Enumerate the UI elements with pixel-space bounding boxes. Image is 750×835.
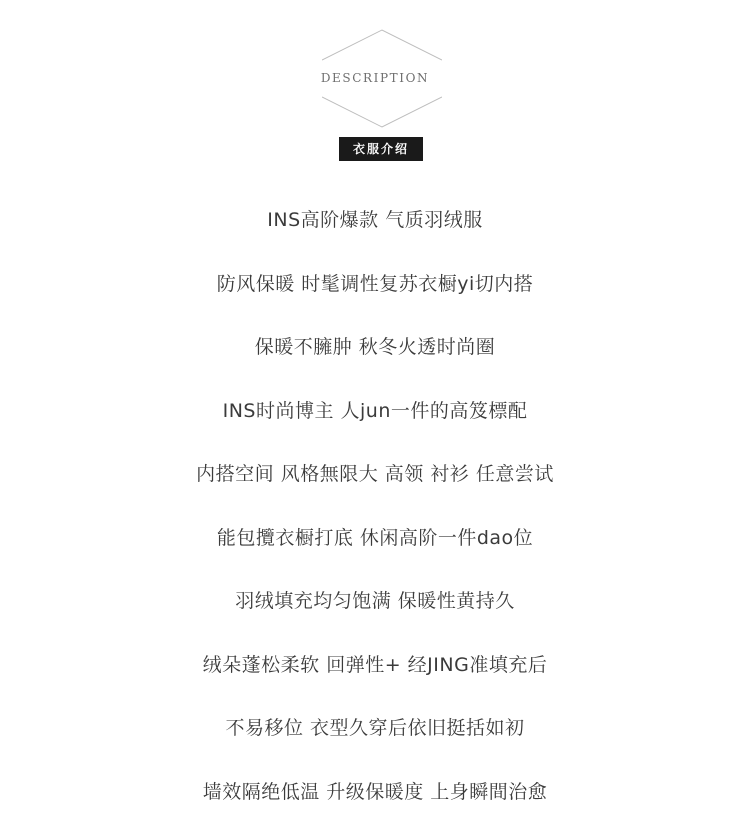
description-line: 内搭空间 风格無限大 高领 衬衫 任意尝试 — [0, 454, 750, 518]
description-line: 防风保暖 时髦调性复苏衣橱yi切内搭 — [0, 264, 750, 328]
description-lines — [0, 200, 750, 835]
section-header — [0, 0, 750, 170]
description-line: 不易移位 衣型久穿后依旧挺括如初 — [0, 708, 750, 772]
description-line: 保暖不臃肿 秋冬火透时尚圈 — [0, 327, 750, 391]
description-line: INS时尚博主 人jun一件的高笈標配 — [0, 391, 750, 455]
clothing-intro-badge: 衣服介绍 — [339, 137, 423, 161]
description-line: 绒朵蓬松柔软 回弹性+ 经JING准填充后 — [0, 645, 750, 709]
description-line: INS高阶爆款 气质羽绒服 — [0, 200, 750, 264]
description-line: 能包攬衣橱打底 休闲高阶一件dao位 — [0, 518, 750, 582]
description-line: 羽绒填充均匀饱满 保暖性黄持久 — [0, 581, 750, 645]
description-heading — [0, 71, 750, 85]
description-line: 墙效隔绝低温 升级保暖度 上身瞬間治愈 — [0, 772, 750, 835]
description-heading-text: DESCRIPTION — [315, 71, 435, 85]
